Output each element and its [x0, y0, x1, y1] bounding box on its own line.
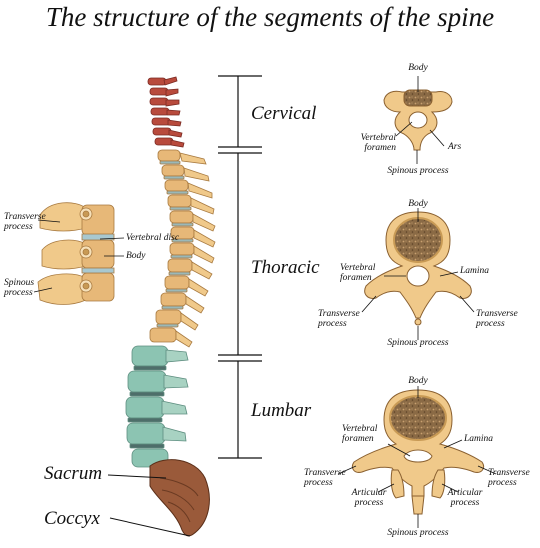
lumbar-body-label: Body [408, 376, 428, 386]
side-view-vertebrae [38, 203, 114, 305]
thoracic-transverse-left-label: Transverse process [318, 309, 360, 329]
lumbar-foramen-label: Vertebral foramen [342, 424, 378, 444]
lumbar-spine [126, 346, 188, 467]
cervical-ars-label: Ars [448, 142, 462, 152]
region-label-thoracic: Thoracic [251, 257, 320, 278]
cervical-body-label: Body [408, 63, 428, 73]
thoracic-vertebra-top [365, 212, 472, 325]
lumbar-transverse-left-label: Transverse process [304, 468, 346, 488]
lumbar-spinous-label: Spinous process [387, 528, 449, 538]
sacrum-coccyx [150, 460, 209, 536]
cervical-foramen-label: Vertebral foramen [360, 133, 396, 153]
cervical-spinous-label: Spinous process [387, 166, 449, 176]
thoracic-spinous-label: Spinous process [387, 338, 449, 348]
side-vertebral-disc-label: Vertebral disc [126, 233, 180, 243]
lumbar-articular-right-label: Articular process [447, 488, 483, 508]
side-body-label: Body [126, 251, 146, 261]
region-label-lumbar: Lumbar [251, 400, 312, 421]
diagram-title: The structure of the segments of the spine [45, 2, 495, 32]
sacrum-label: Sacrum [44, 463, 103, 484]
thoracic-body-label: Body [408, 199, 428, 209]
thoracic-transverse-right-label: Transverse process [476, 309, 518, 329]
lumbar-transverse-right-label: Transverse process [488, 468, 530, 488]
lumbar-lamina-label: Lamina [464, 434, 494, 444]
region-label-cervical: Cervical [251, 103, 317, 124]
side-transverse-process-label: Transverse process [4, 212, 46, 232]
thoracic-foramen-label: Vertebral foramen [340, 263, 376, 283]
thoracic-spine [150, 150, 215, 347]
thoracic-lamina-label: Lamina [460, 266, 490, 276]
side-spinous-process-label: Spinous process [4, 278, 35, 298]
cervical-spine [148, 77, 184, 147]
lumbar-articular-left-label: Articular process [351, 488, 387, 508]
coccyx-label: Coccyx [44, 508, 100, 529]
